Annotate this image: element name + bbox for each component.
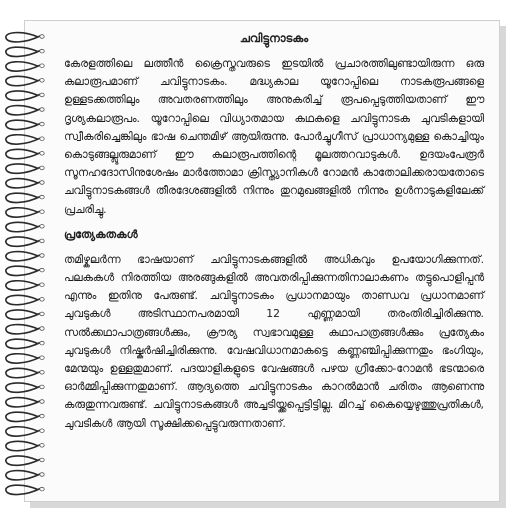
spiral-coil <box>6 76 40 85</box>
binding-hole <box>40 181 44 185</box>
spiral-coil <box>6 339 40 348</box>
binding-hole <box>40 444 44 448</box>
spiral-coil <box>6 456 40 465</box>
binding-hole <box>40 152 44 156</box>
binding-hole <box>40 283 44 287</box>
binding-hole <box>40 122 44 126</box>
spiral-coil <box>6 237 40 246</box>
spiral-coil <box>6 62 40 71</box>
binding-hole <box>40 327 44 331</box>
binding-hole <box>40 298 44 302</box>
spiral-coil <box>6 33 40 42</box>
spiral-coil <box>6 295 40 304</box>
spiral-coil <box>6 427 40 436</box>
spiral-coil <box>6 354 40 363</box>
spiral-coil <box>6 383 40 392</box>
spiral-coil <box>6 222 40 231</box>
binding-hole <box>40 166 44 170</box>
document-body <box>64 30 484 433</box>
spiral-coil <box>6 208 40 217</box>
spiral-coil <box>6 164 40 173</box>
spiral-coil <box>6 441 40 450</box>
binding-hole <box>40 341 44 345</box>
binding-hole <box>40 195 44 199</box>
spiral-coil <box>6 252 40 261</box>
section-heading: പ്രത്യേകതകൾ <box>64 227 138 241</box>
spiral-coil <box>6 310 40 319</box>
binding-hole <box>40 108 44 112</box>
binding-hole <box>40 35 44 39</box>
spiral-coil <box>6 91 40 100</box>
spiral-coil <box>6 368 40 377</box>
binding-hole <box>40 79 44 83</box>
spiral-coil <box>6 149 40 158</box>
binding-hole <box>40 429 44 433</box>
spiral-coil <box>6 281 40 290</box>
spiral-coil <box>6 135 40 144</box>
binding-hole <box>40 371 44 375</box>
binding-hole <box>40 312 44 316</box>
spiral-coil <box>6 266 40 275</box>
binding-hole <box>40 473 44 477</box>
binding-hole <box>40 64 44 68</box>
spiral-coil <box>6 47 40 56</box>
binding-hole <box>40 356 44 360</box>
spiral-binding-icon <box>0 24 52 500</box>
binding-hole <box>40 93 44 97</box>
spiral-coil <box>6 179 40 188</box>
binding-hole <box>40 268 44 272</box>
binding-hole <box>40 487 44 491</box>
binding-hole <box>40 400 44 404</box>
binding-hole <box>40 385 44 389</box>
binding-hole <box>40 49 44 53</box>
binding-hole <box>40 225 44 229</box>
binding-hole <box>40 239 44 243</box>
spiral-coil <box>6 120 40 129</box>
binding-hole <box>40 254 44 258</box>
spiral-coil <box>6 471 40 480</box>
spiral-coil <box>6 325 40 334</box>
spiral-coil <box>6 193 40 202</box>
intro-paragraph: കേരളത്തിലെ ലത്തീൻ ക്രൈസ്തവരുടെ ഇടയിൽ പ്രചാരത്തിലുണ്ടായിരുന്ന ഒരു കലാരൂപമാണ് ചവിട്ടുനാടകം. മദ്ധ്യകാല യൂറോപ്പിലെ നാടകരൂപങ്ങളെ ഉള്ളടക്കത്തിലും അവതരണത്തിലും അനുകരിച്ച് രൂപപ്പെടുത്തിയതാണ് ഈ ദൃശ്യകലാരൂപം. യൂറോപ്പിലെ വിധ്യാതമായ കഥകളെ ചവിട്ടുനാടക ചുവടികളായി സ്വീകരിച്ചെങ്കിലും ഭാഷ ചെന്തമിഴ് ആയിരുന്നു. പോർച്ചുഗീസ് പ്രാധാന്യമുള്ള കൊച്ചിയും കൊടുങ്ങല്ലൂരുമാണ് ഈ കലാരൂപത്തിന്റെ മൂലത്തറവാടുകൾ. ഉദയംപേരൂർ സൂനഹദോസിനുശേഷം മാർത്തോമാ ക്രിസ്ത്യാനികൾ റോമൻ കാതോലിക്കരായതോടെ ചവിട്ടുനാടകങ്ങൾ തീരദേശങ്ങളിൽ നിന്നും തുറമുഖങ്ങളിൽ നിന്നും ഉൾനാടുകളിലേക്ക് പ്രചരിച്ചു. <box>64 57 484 216</box>
features-paragraph: തമിഴ്കലർന്ന ഭാഷയാണ് ചവിട്ടുനാടകങ്ങളിൽ അധികവും ഉപയോഗിക്കുന്നത്. പലകകൾ നിരത്തിയ അരങ്ങുകളിൽ അവതരിപ്പിക്കുന്നതിനാലാകണം തട്ടുപൊളിപ്പൻ എന്നും ഇതിനു പേരുണ്ട്. ചവിട്ടുനാടകം പ്രധാനമായും താണ്ഡവ പ്രധാനമാണ് ചുവടുകൾ അടിസ്ഥാനപരമായി 12 എണ്ണമായി തരംതിരിച്ചിരിക്കുന്നു. സൽക്കഥാപാത്രങ്ങൾക്കും, ക്രൗര്യ സ്വഭാവമുള്ള കഥാപാത്രങ്ങൾക്കും പ്രത്യേകം ചുവടുകൾ നിഷ്കർഷിച്ചിരിക്കുന്നു. വേഷവിധാനമാകട്ടെ കണ്ണഞ്ചിപ്പിക്കുന്നതും ഭംഗിയും, മേന്മയും ഉള്ളതുമാണ്. പദയാളികളുടെ വേഷങ്ങൾ പഴയ ഗ്രീക്കോ-റോമൻ ഭടന്മാരെ ഓർമ്മിപ്പിക്കുന്നതുമാണ്. ആദ്യത്തെ ചവിട്ടുനാടകം കാറൽമാൻ ചരിതം ആണെന്നു കരുതുന്നവരുണ്ട്. ചവിട്ടുനാടകങ്ങൾ അച്ചടിയ്ക്കപ്പെട്ടിട്ടില്ല. മിറച്ച് കൈയ്യെഴുത്തുപ്രതികൾ, ചുവടികൾ ആയി സൂക്ഷിക്കപ്പെട്ടുവരുന്നതാണ്. <box>64 252 484 430</box>
binding-hole <box>40 414 44 418</box>
document-title: ചവിട്ടുനാടകം <box>239 31 309 45</box>
binding-hole <box>40 210 44 214</box>
spiral-coil <box>6 485 40 494</box>
binding-hole <box>40 458 44 462</box>
spiral-coil <box>6 106 40 115</box>
spiral-coil <box>6 412 40 421</box>
spiral-coil <box>6 398 40 407</box>
binding-hole <box>40 137 44 141</box>
